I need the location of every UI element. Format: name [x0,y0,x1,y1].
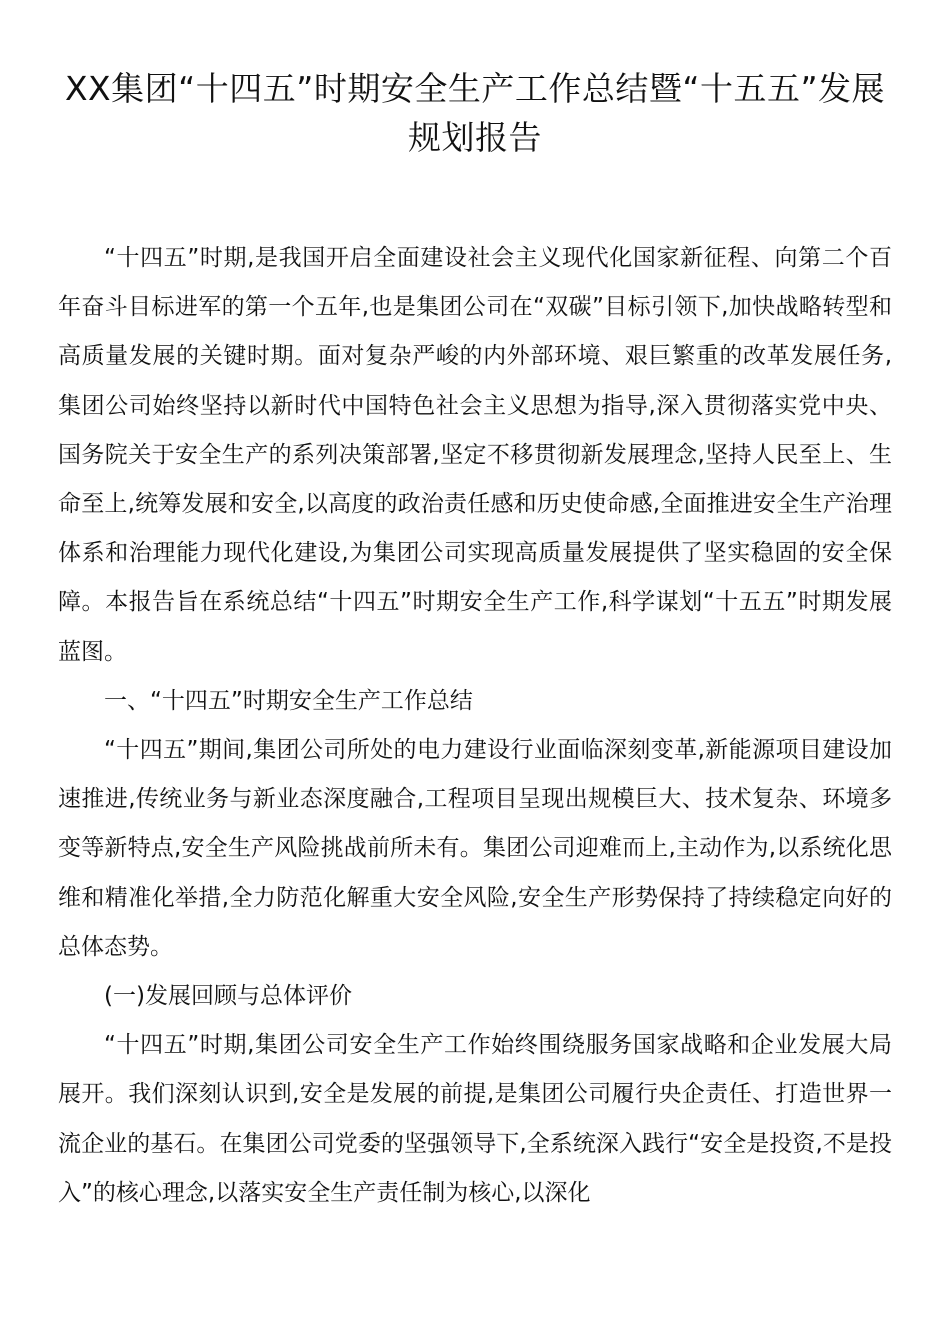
intro-paragraph: “十四五”时期,是我国开启全面建设社会主义现代化国家新征程、向第二个百年奋斗目标进军的第一个五年,也是集团公司在“双碳”目标引领下,加快战略转型和高质量发展的关键时期。面对复杂严峻的内外部环境、艰巨繁重的改革发展任务,集团公司始终坚持以新时代中国特色社会主义思想为指导,深入贯彻落实党中央、国务院关于安全生产的系列决策部署,坚定不移贯彻新发展理念,坚持人民至上、生命至上,统筹发展和安全,以高度的政治责任感和历史使命感,全面推进安全生产治理体系和治理能力现代化建设,为集团公司实现高质量发展提供了坚实稳固的安全保障。本报告旨在系统总结“十四五”时期安全生产工作,科学谋划“十五五”时期发展蓝图。 [58,245,892,665]
document-title: XX集团“十四五”时期安全生产工作总结暨“十五五”发展规划报告 [64,69,886,157]
section-paragraph: “十四五”期间,集团公司所处的电力建设行业面临深刻变革,新能源项目建设加速推进,传统业务与新业态深度融合,工程项目呈现出规模巨大、技术复杂、环境多变等新特点,安全生产风险挑战前所未有。集团公司迎难而上,主动作为,以系统化思维和精准化举措,全力防范化解重大安全风险,安全生产形势保持了持续稳定向好的总体态势。 [58,737,892,960]
subsection-paragraph: “十四五”时期,集团公司安全生产工作始终围绕服务国家战略和企业发展大局展开。我们深刻认识到,安全是发展的前提,是集团公司履行央企责任、打造世界一流企业的基石。在集团公司党委的坚强领导下,全系统深入践行“安全是投资,不是投入”的核心理念,以落实安全生产责任制为核心,以深化 [58,1032,892,1206]
section-heading: 一、“十四五”时期安全生产工作总结 [104,687,473,714]
subsection-heading: (一)发展回顾与总体评价 [104,983,352,1010]
document-body [58,234,892,1218]
